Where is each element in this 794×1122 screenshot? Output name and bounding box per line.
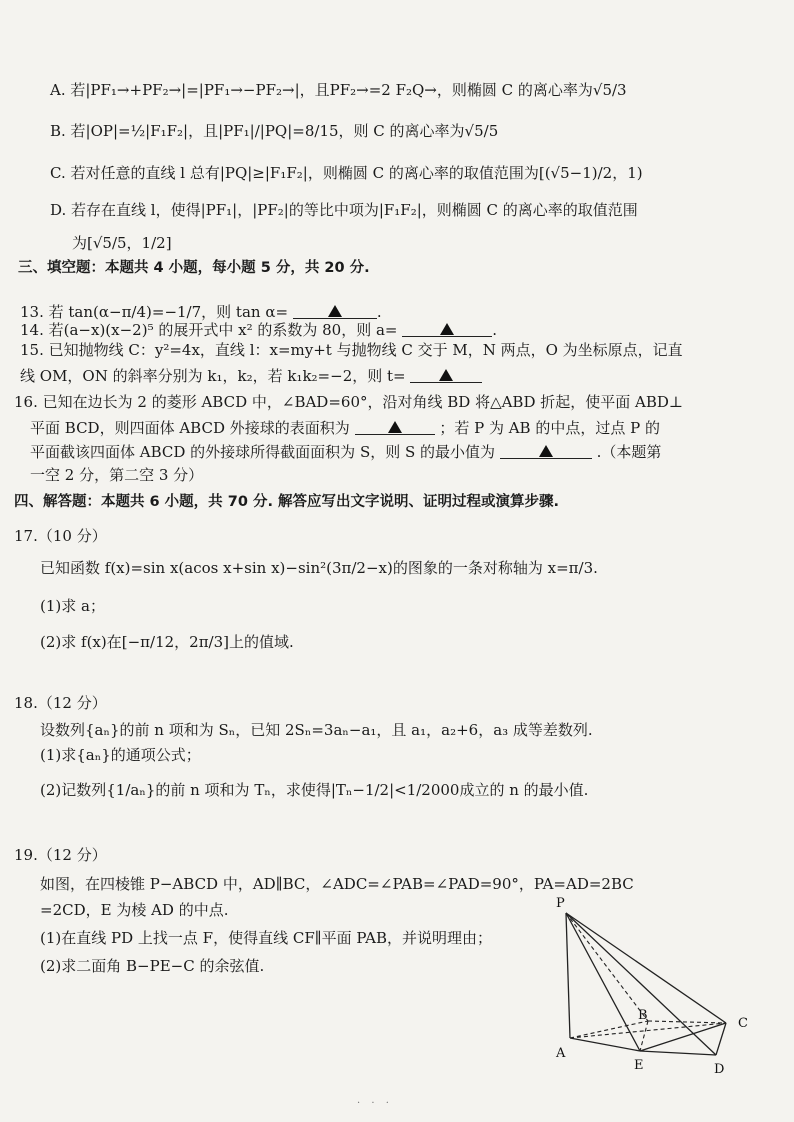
edge-bc (648, 1021, 726, 1023)
answer-blank-13 (293, 302, 377, 319)
edge-ed (640, 1051, 716, 1055)
section-3-heading: 三、填空题：本题共 4 小题，每小题 5 分，共 20 分. (18, 260, 370, 276)
question-19-part2: (2)求二面角 B−PE−C 的余弦值. (40, 957, 265, 975)
question-14: 14. 若(a−x)(x−2)⁵ 的展开式中 x² 的系数为 80，则 a= . (20, 321, 498, 339)
question-13-text: 13. 若 tan(α−π/4)=−1/7，则 tan α= (20, 303, 289, 321)
question-13: 13. 若 tan(α−π/4)=−1/7，则 tan α= . (20, 303, 382, 321)
section-4-heading: 四、解答题：本题共 6 小题，共 70 分. 解答应写出文字说明、证明过程或演算步骤. (14, 494, 560, 510)
vertex-label-b: B (638, 1008, 648, 1023)
edge-pc (566, 913, 726, 1023)
question-19-stem-line1: 如图，在四棱锥 P−ABCD 中，AD∥BC，∠ADC=∠PAB=∠PAD=90°，PA=AD=2BC (40, 875, 634, 893)
question-17-stem: 已知函数 f(x)=sin x(acos x+sin x)−sin²(3π/2−x)的图象的一条对称轴为 x=π/3. (40, 559, 598, 577)
question-16-text-c: 平面截该四面体 ABCD 的外接球所得截面面积为 S，则 S 的最小值为 (30, 443, 496, 461)
answer-blank-16b (500, 442, 592, 459)
question-15-line1: 15. 已知抛物线 C：y²=4x，直线 l：x=my+t 与抛物线 C 交于 M，N 两点，O 为坐标原点，记直 (20, 341, 683, 359)
question-15-line2 (20, 366, 482, 386)
question-17-part2: (2)求 f(x)在[−π/12，2π/3]上的值域. (40, 633, 294, 651)
vertex-label-d: D (714, 1062, 725, 1077)
option-d-line2: 为[√5/5，1/2] (72, 234, 172, 252)
pyramid-edges (566, 913, 726, 1055)
pyramid-figure (548, 893, 778, 1083)
option-a: A. 若|PF₁→+PF₂→|=|PF₁→−PF₂→|，且PF₂→=2 F₂Q→，则椭圆 C 的离心率为√5/3 (50, 81, 627, 99)
triangle-marker-icon (439, 369, 453, 381)
question-19-heading: 19.（12 分） (14, 846, 107, 864)
edge-be (640, 1021, 648, 1051)
answer-blank-16a (355, 418, 435, 435)
question-16-line1: 16. 已知在边长为 2 的菱形 ABCD 中，∠BAD=60°，沿对角线 BD 将△ABD 折起，使平面 ABD⊥ (14, 393, 684, 411)
edge-pa (566, 913, 570, 1038)
option-c: C. 若对任意的直线 l 总有|PQ|≥|F₁F₂|，则椭圆 C 的离心率的取值范围为[(√5−1)/2，1) (50, 164, 643, 182)
question-16-line2 (30, 418, 660, 438)
question-18-part1: (1)求{aₙ}的通项公式； (40, 746, 201, 764)
question-18-stem: 设数列{aₙ}的前 n 项和为 Sₙ，已知 2Sₙ=3aₙ−a₁，且 a₁，a₂+6，a₃ 成等差数列. (40, 721, 593, 739)
question-15-text: 线 OM，ON 的斜率分别为 k₁，k₂，若 k₁k₂=−2，则 t= (20, 367, 406, 385)
triangle-marker-icon (539, 445, 553, 457)
edge-ab (570, 1021, 648, 1038)
question-19-stem-line2: =2CD，E 为棱 AD 的中点. (40, 901, 229, 919)
answer-blank-15 (410, 366, 482, 383)
vertex-label-p: P (556, 896, 565, 911)
option-d-line1: D. 若存在直线 l，使得|PF₁|，|PF₂|的等比中项为|F₁F₂|，则椭圆 C 的离心率的取值范围 (50, 201, 638, 219)
question-16-text-a: 平面 BCD，则四面体 ABCD 外接球的表面积为 (30, 419, 350, 437)
triangle-marker-icon (328, 305, 342, 317)
vertex-label-c: C (738, 1016, 748, 1031)
question-16-text-b: ；若 P 为 AB 的中点，过点 P 的 (439, 419, 660, 437)
vertex-label-a: A (556, 1046, 566, 1061)
edge-pe (566, 913, 640, 1051)
question-16-line3 (30, 442, 661, 462)
option-b: B. 若|OP|=½|F₁F₂|，且|PF₁|/|PQ|=8/15，则 C 的离心率为√5/5 (50, 122, 499, 140)
question-17-part1: (1)求 a； (40, 597, 105, 615)
question-14-text: 14. 若(a−x)(x−2)⁵ 的展开式中 x² 的系数为 80，则 a= (20, 321, 398, 339)
question-16-line4: 一空 2 分，第二空 3 分） (30, 466, 204, 484)
triangle-marker-icon (388, 421, 402, 433)
question-16-text-d: .（本题第 (596, 443, 662, 461)
question-17-heading: 17.（10 分） (14, 527, 107, 545)
page-footer: · · · (357, 1098, 393, 1109)
question-19-part1: (1)在直线 PD 上找一点 F，使得直线 CF∥平面 PAB，并说明理由； (40, 929, 493, 947)
edge-dc (716, 1023, 726, 1055)
question-18-part2: (2)记数列{1/aₙ}的前 n 项和为 Tₙ，求使得|Tₙ−1/2|<1/2000成立的 n 的最小值. (40, 781, 589, 799)
edge-ae (570, 1038, 640, 1051)
vertex-label-e: E (634, 1058, 644, 1073)
answer-blank-14 (402, 320, 492, 337)
question-18-heading: 18.（12 分） (14, 694, 107, 712)
triangle-marker-icon (440, 323, 454, 335)
edge-pb (566, 913, 648, 1021)
